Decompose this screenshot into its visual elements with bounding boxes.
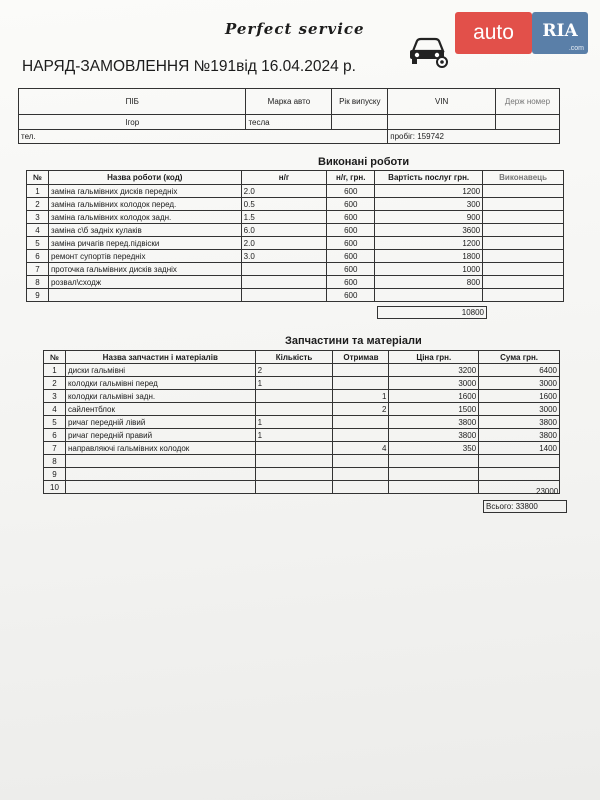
table-row: 10 bbox=[44, 481, 560, 494]
grand-total: Всього: 33800 bbox=[483, 500, 567, 513]
customer-info-table bbox=[18, 88, 560, 148]
works-table bbox=[26, 170, 564, 302]
label-vin: VIN bbox=[388, 89, 496, 115]
table-row: 7 проточка гальмівних дисків задніх 600 1000 bbox=[27, 263, 564, 276]
value-brand: тесла bbox=[246, 115, 332, 130]
works-col-nh: н/г bbox=[241, 171, 327, 185]
parts-col-price: Ціна грн. bbox=[389, 351, 479, 364]
autoria-logo bbox=[455, 12, 588, 54]
table-row: 4 сайлентблок 2 1500 3000 bbox=[44, 403, 560, 416]
table-row: 6 ричаг передній правий 1 3800 3800 bbox=[44, 429, 560, 442]
parts-total: 23000 bbox=[536, 487, 559, 496]
works-col-executor: Виконавець bbox=[483, 171, 564, 185]
table-row: 8 bbox=[44, 455, 560, 468]
logo-com-text: .com bbox=[568, 45, 584, 52]
page-title: НАРЯД-ЗАМОВЛЕННЯ №191від 16.04.2024 р. bbox=[22, 58, 356, 75]
label-phone: тел. bbox=[19, 130, 388, 144]
table-row: 5 ричаг передній лівий 1 3800 3800 bbox=[44, 416, 560, 429]
label-brand: Марка авто bbox=[246, 89, 332, 115]
works-section-title: Виконані роботи bbox=[318, 156, 410, 168]
table-row: 2 колодки гальмівні перед 1 3000 3000 bbox=[44, 377, 560, 390]
table-row: 6 ремонт супортів передніх 3.0 600 1800 bbox=[27, 250, 564, 263]
works-col-cost: Вартість послуг грн. bbox=[375, 171, 483, 185]
label-name: ПІБ bbox=[19, 89, 246, 115]
parts-col-num: № bbox=[44, 351, 66, 364]
label-plate: Держ номер bbox=[496, 89, 560, 115]
table-row: 1 заміна гальмівних дисків передніх 2.0 600 1200 bbox=[27, 185, 564, 198]
works-total: 10800 bbox=[377, 306, 487, 319]
parts-section-title: Запчастини та матеріали bbox=[285, 335, 422, 347]
company-name: Perfect service bbox=[225, 20, 365, 38]
table-row: 1 диски гальмівні 2 3200 6400 bbox=[44, 364, 560, 377]
car-service-icon bbox=[407, 33, 449, 69]
parts-col-name: Назва запчастин і матеріалів bbox=[65, 351, 255, 364]
table-row: 2 заміна гальмівних колодок перед. 0.5 600 300 bbox=[27, 198, 564, 211]
table-row: 8 розвал\сходж 600 800 bbox=[27, 276, 564, 289]
table-row: 9 600 bbox=[27, 289, 564, 302]
table-row: 3 заміна гальмівних колодок задн. 1.5 600 900 bbox=[27, 211, 564, 224]
logo-auto-text: auto bbox=[455, 12, 532, 54]
label-year: Рік випуску bbox=[332, 89, 388, 115]
mileage: пробіг: 159742 bbox=[388, 130, 560, 144]
parts-table bbox=[43, 350, 560, 494]
works-col-name: Назва роботи (код) bbox=[48, 171, 241, 185]
table-row: 9 bbox=[44, 468, 560, 481]
table-row: 4 заміна с\б задніх кулаків 6.0 600 3600 bbox=[27, 224, 564, 237]
table-row: 5 заміна ричагів перед.підвіски 2.0 600 1200 bbox=[27, 237, 564, 250]
logo-ria-text: RIA bbox=[532, 12, 588, 54]
value-name: Ігор bbox=[19, 115, 246, 130]
table-row: 3 колодки гальмівні задн. 1 1600 1600 bbox=[44, 390, 560, 403]
parts-col-received: Отримав bbox=[333, 351, 389, 364]
parts-col-sum: Сума грн. bbox=[479, 351, 560, 364]
parts-col-qty: Кількість bbox=[255, 351, 333, 364]
works-col-rate: н/г, грн. bbox=[327, 171, 375, 185]
table-row: 7 направляючі гальмівних колодок 4 350 1400 bbox=[44, 442, 560, 455]
works-col-num: № bbox=[27, 171, 49, 185]
